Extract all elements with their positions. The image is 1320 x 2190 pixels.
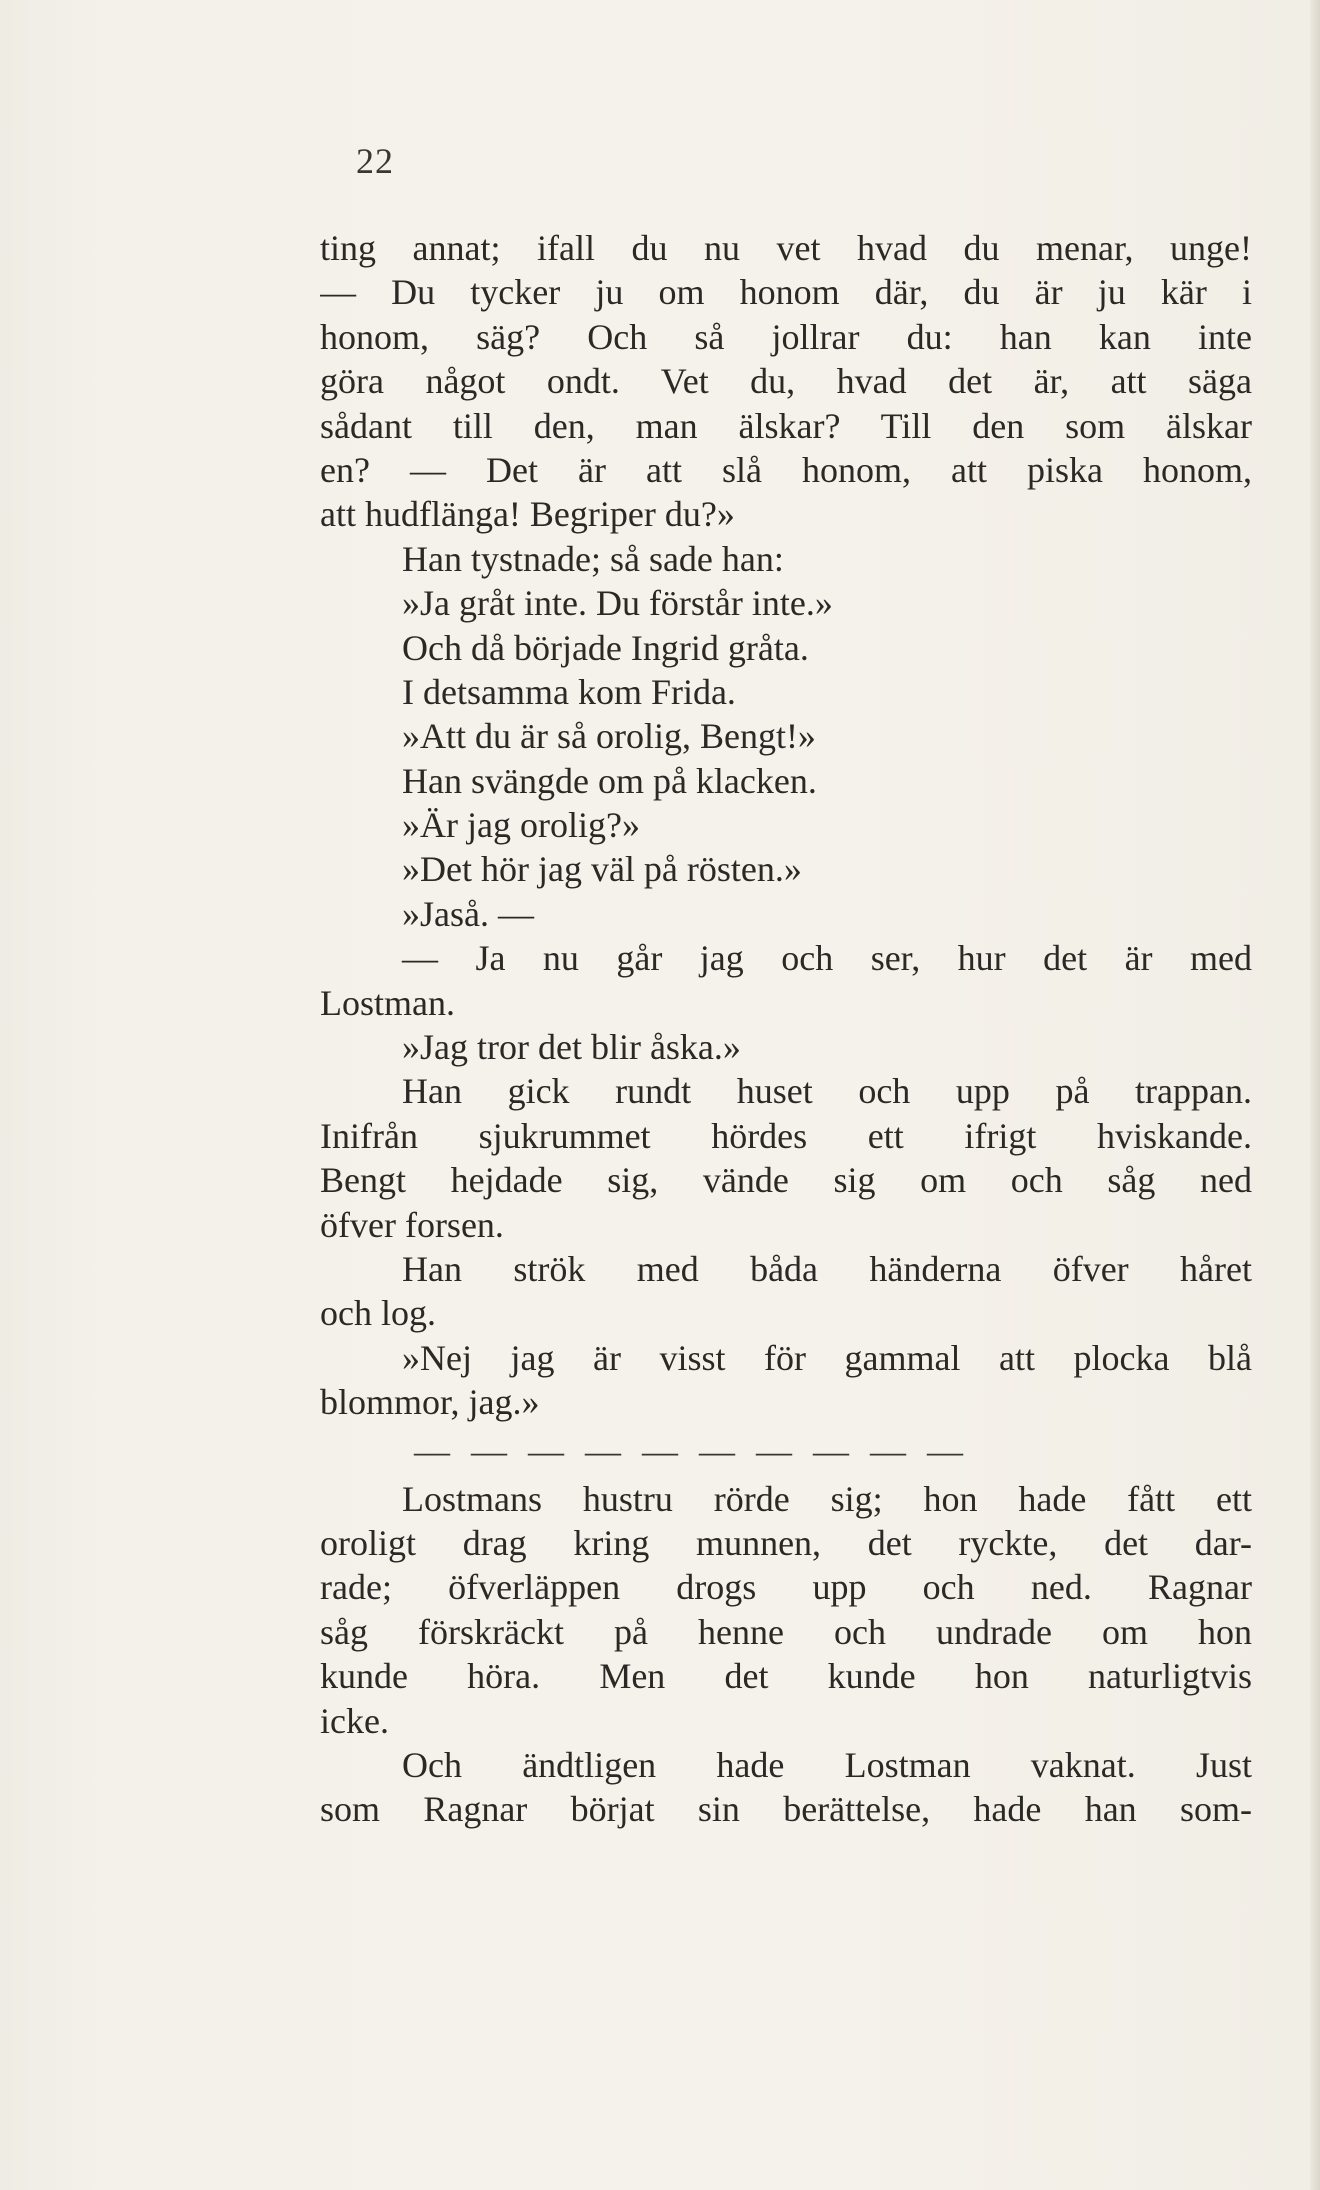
text-line: att hudflänga! Begriper du?»	[320, 494, 735, 535]
body-text	[320, 226, 1252, 1832]
text-line: oroligt drag kring munnen, det ryckte, det dar-	[320, 1522, 1252, 1563]
text-line: ting annat; ifall du nu vet hvad du menar, unge!	[320, 228, 1252, 268]
page-edge	[1310, 0, 1320, 2190]
text-line: Bengt hejdade sig, vände sig om och såg ned	[320, 1160, 1252, 1201]
text-line: en? — Det är att slå honom, att piska honom,	[320, 449, 1252, 490]
text-line: honom, säg? Och så jollrar du: han kan inte	[320, 316, 1252, 357]
text-line: och log.	[320, 1293, 436, 1334]
text-line: Lostman.	[320, 982, 455, 1023]
text-line: såg förskräckt på henne och undrade om hon	[320, 1611, 1252, 1652]
text-line: kunde höra. Men det kunde hon naturligtvis	[320, 1656, 1252, 1697]
text-line: »Nej jag är visst för gammal att plocka blå	[402, 1337, 1252, 1378]
text-line: göra något ondt. Vet du, hvad det är, att säga	[320, 361, 1252, 402]
text-line: Och då började Ingrid gråta.	[402, 627, 809, 668]
section-separator: — — — — — — — — — —	[414, 1430, 969, 1471]
text-line: Inifrån sjukrummet hördes ett ifrigt hviskande.	[320, 1115, 1252, 1156]
text-line: blommor, jag.»	[320, 1382, 540, 1423]
page-number: 22	[356, 141, 394, 181]
text-line: Han tystnade; så sade han:	[402, 538, 784, 579]
text-line: »Det hör jag väl på rösten.»	[402, 849, 802, 890]
text-line: som Ragnar börjat sin berättelse, hade han som-	[320, 1789, 1252, 1830]
text-line: I detsamma kom Frida.	[402, 671, 736, 712]
text-lines-bottom	[320, 1477, 1252, 1832]
text-line: Lostmans hustru rörde sig; hon hade fått ett	[402, 1478, 1252, 1519]
text-line: Han svängde om på klacken.	[402, 760, 817, 801]
text-line: »Att du är så orolig, Bengt!»	[402, 716, 816, 757]
text-line: icke.	[320, 1700, 389, 1741]
text-line: — Ja nu går jag och ser, hur det är med	[402, 938, 1252, 979]
text-line: — Du tycker ju om honom där, du är ju kär i	[320, 272, 1252, 313]
text-line: »Ja gråt inte. Du förstår inte.»	[402, 583, 833, 624]
text-line: Han strök med båda händerna öfver håret	[402, 1248, 1252, 1289]
text-line: Och ändtligen hade Lostman vaknat. Just	[402, 1744, 1252, 1785]
text-lines-top	[320, 226, 1252, 1425]
text-line: öfver forsen.	[320, 1204, 504, 1245]
text-line: »Jaså. —	[402, 893, 534, 934]
text-line: sådant till den, man älskar? Till den som älskar	[320, 405, 1252, 446]
text-line: »Är jag orolig?»	[402, 805, 640, 846]
text-line: rade; öfverläppen drogs upp och ned. Ragnar	[320, 1567, 1252, 1608]
text-line: Han gick rundt huset och upp på trappan.	[402, 1071, 1252, 1112]
text-line: »Jag tror det blir åska.»	[402, 1027, 741, 1068]
